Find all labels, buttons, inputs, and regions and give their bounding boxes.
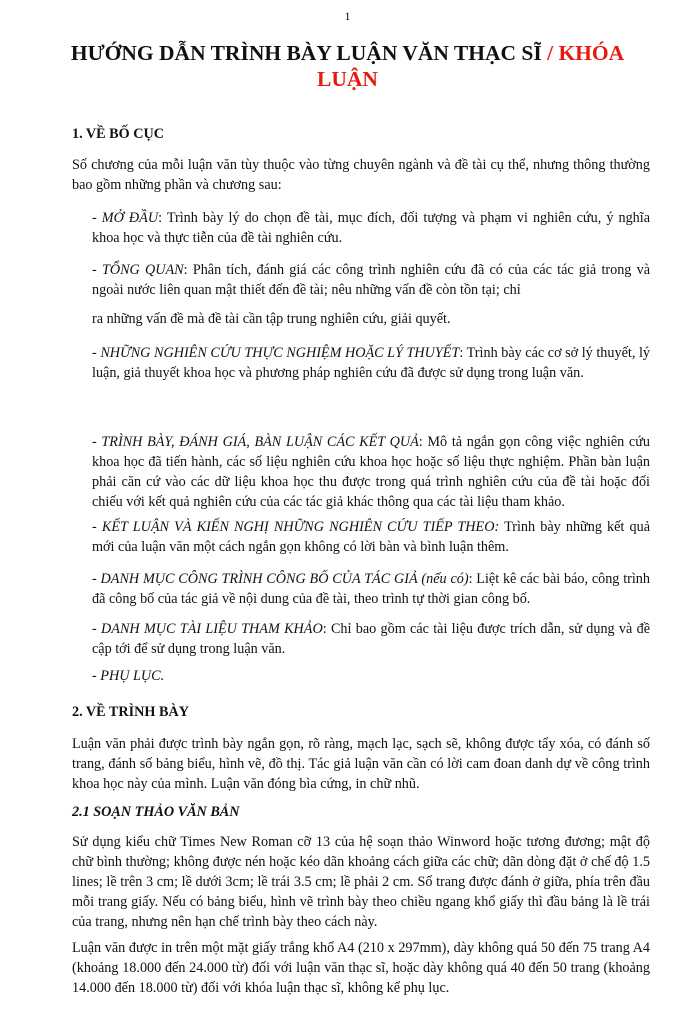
item-dash: - [92, 571, 101, 587]
item-tong-quan-cont [92, 309, 650, 329]
title-accent: / KHÓA LUẬN [317, 41, 625, 91]
section-2-heading: 2. VỀ TRÌNH BÀY [72, 704, 189, 720]
item-text: : Trình bày lý do chọn đề tài, mục đích, đối tượng và phạm vi nghiên cứu, ý nghĩa khoa học và thực tiễn của đề tài nghiên cứu. [92, 210, 650, 246]
item-text: : Phân tích, đánh giá các công trình nghiên cứu đã có của các tác giả trong và ngoài nước liên quan mật thiết đến đề tài; nêu những vấn đề còn tồn tại; chỉ [92, 262, 651, 298]
section-1-heading: 1. VỀ BỐ CỤC [72, 126, 164, 142]
item-label: DANH MỤC CÔNG TRÌNH CÔNG BỐ CỦA TÁC GIẢ (nếu có) [100, 571, 469, 587]
item-text: : Liệt kê các bài báo, công trình đã công bố của tác giả về nội dung của đề tài, theo trình tự thời gian công bố. [92, 571, 650, 607]
title-main: HƯỚNG DẪN TRÌNH BÀY LUẬN VĂN THẠC SĨ [70, 41, 542, 65]
section-2-1-paragraph-2: Luận văn được in trên một mặt giấy trắng khổ A4 (210 x 297mm), dày không quá 50 đến 75 trang A4 (khoảng 18.000 đến 24.000 từ) đối với luận văn thạc sĩ, hoặc dày không quá 40 đến 50 trang (khoảng 14.000 đến 18.000 từ) đối với khóa luận thạc sĩ, không kể phụ lục. [72, 940, 650, 996]
item-tong-quan [92, 260, 650, 300]
item-text: : Mô tả ngắn gọn công việc nghiên cứu khoa học đã tiến hành, các số liệu nghiên cứu khoa học hoặc số liệu thực nghiệm. Phần bàn luận phải căn cứ vào các dữ liệu khoa học thu được trong quá trình nghiên cứu của đề tài hoặc đối chiếu với kết quả nghiên cứu của các tác giả khác thông qua các tài liệu tham khảo. [92, 434, 650, 510]
item-label: MỞ ĐẦU [101, 210, 159, 226]
section-2-paragraph: Luận văn phải được trình bày ngắn gọn, rõ ràng, mạch lạc, sạch sẽ, không được tẩy xóa, có đánh số trang, đánh số bảng biểu, hình vẽ, đồ thị. Tác giả luận văn cần có lời cam đoan danh dự về công trình khoa học này của mình. Luận văn đóng bìa cứng, in chữ nhũ. [72, 736, 650, 792]
item-nghien-cuu [92, 343, 650, 383]
item-label: TỔNG QUAN [101, 262, 184, 278]
section-1-intro: Số chương của mỗi luận văn tùy thuộc vào từng chuyên ngành và đề tài cụ thể, nhưng thông thường bao gồm những phần và chương sau: [72, 157, 650, 193]
item-text: : Chỉ bao gồm các tài liệu được trích dẫn, sử dụng và đề cập tới để sử dụng trong luận văn. [92, 621, 650, 657]
item-ket-qua [92, 432, 650, 512]
item-ket-luan [92, 517, 650, 557]
section-2-1-paragraph-1: Sử dụng kiểu chữ Times New Roman cỡ 13 của hệ soạn thảo Winword hoặc tương đương; mật độ chữ bình thường; không được nén hoặc kéo dãn khoảng cách giữa các chữ; dãn dòng đặt ở chế độ 1.5 lines; lề trên 3 cm; lề dưới 3cm; lề trái 3.5 cm; lề phải 2 cm. Số trang được đánh ở giữa, phía trên đầu mỗi trang giấy. Nếu có bảng biểu, hình vẽ trình bày theo chiều ngang khổ giấy thì đầu bảng là lề trái của trang, nhưng nên hạn chế trình bày theo cách này. [72, 834, 650, 930]
section-2-1-heading: 2.1 SOẠN THẢO VĂN BẢN [72, 804, 240, 820]
item-dash: - [92, 621, 102, 637]
item-phu-luc [92, 666, 650, 686]
item-tai-lieu [92, 619, 650, 659]
page-title [60, 40, 635, 92]
item-dash: - [92, 519, 102, 535]
page-number: 1 [344, 9, 351, 23]
item-label: PHỤ LỤC. [100, 668, 165, 684]
item-text: : Trình bày các cơ sở lý thuyết, lý luận, giả thuyết khoa học và phương pháp nghiên cứu đã được sử dụng trong luận văn. [92, 345, 650, 381]
item-label: NHỮNG NGHIÊN CỨU THỰC NGHIỆM HOẶC LÝ THUYẾT [100, 345, 460, 361]
item-text: Trình bày những kết quả mới của luận văn một cách ngắn gọn không có lời bàn và bình luận thêm. [92, 519, 650, 555]
item-dash: - [92, 345, 101, 361]
item-cong-trinh [92, 569, 650, 609]
item-mo-dau [92, 208, 650, 248]
item-dash: - [92, 262, 102, 278]
item-label: KẾT LUẬN VÀ KIẾN NGHỊ NHỮNG NGHIÊN CỨU TIẾP THEO: [101, 519, 500, 535]
item-dash: - [92, 668, 101, 684]
item-dash: - [92, 434, 102, 450]
item-label: DANH MỤC TÀI LIỆU THAM KHẢO [101, 621, 323, 637]
item-text: ra những vấn đề mà đề tài cần tập trung nghiên cứu, giải quyết. [92, 311, 451, 327]
item-label: TRÌNH BÀY, ĐÁNH GIÁ, BÀN LUẬN CÁC KẾT QUẢ [101, 434, 419, 450]
item-dash: - [92, 210, 102, 226]
